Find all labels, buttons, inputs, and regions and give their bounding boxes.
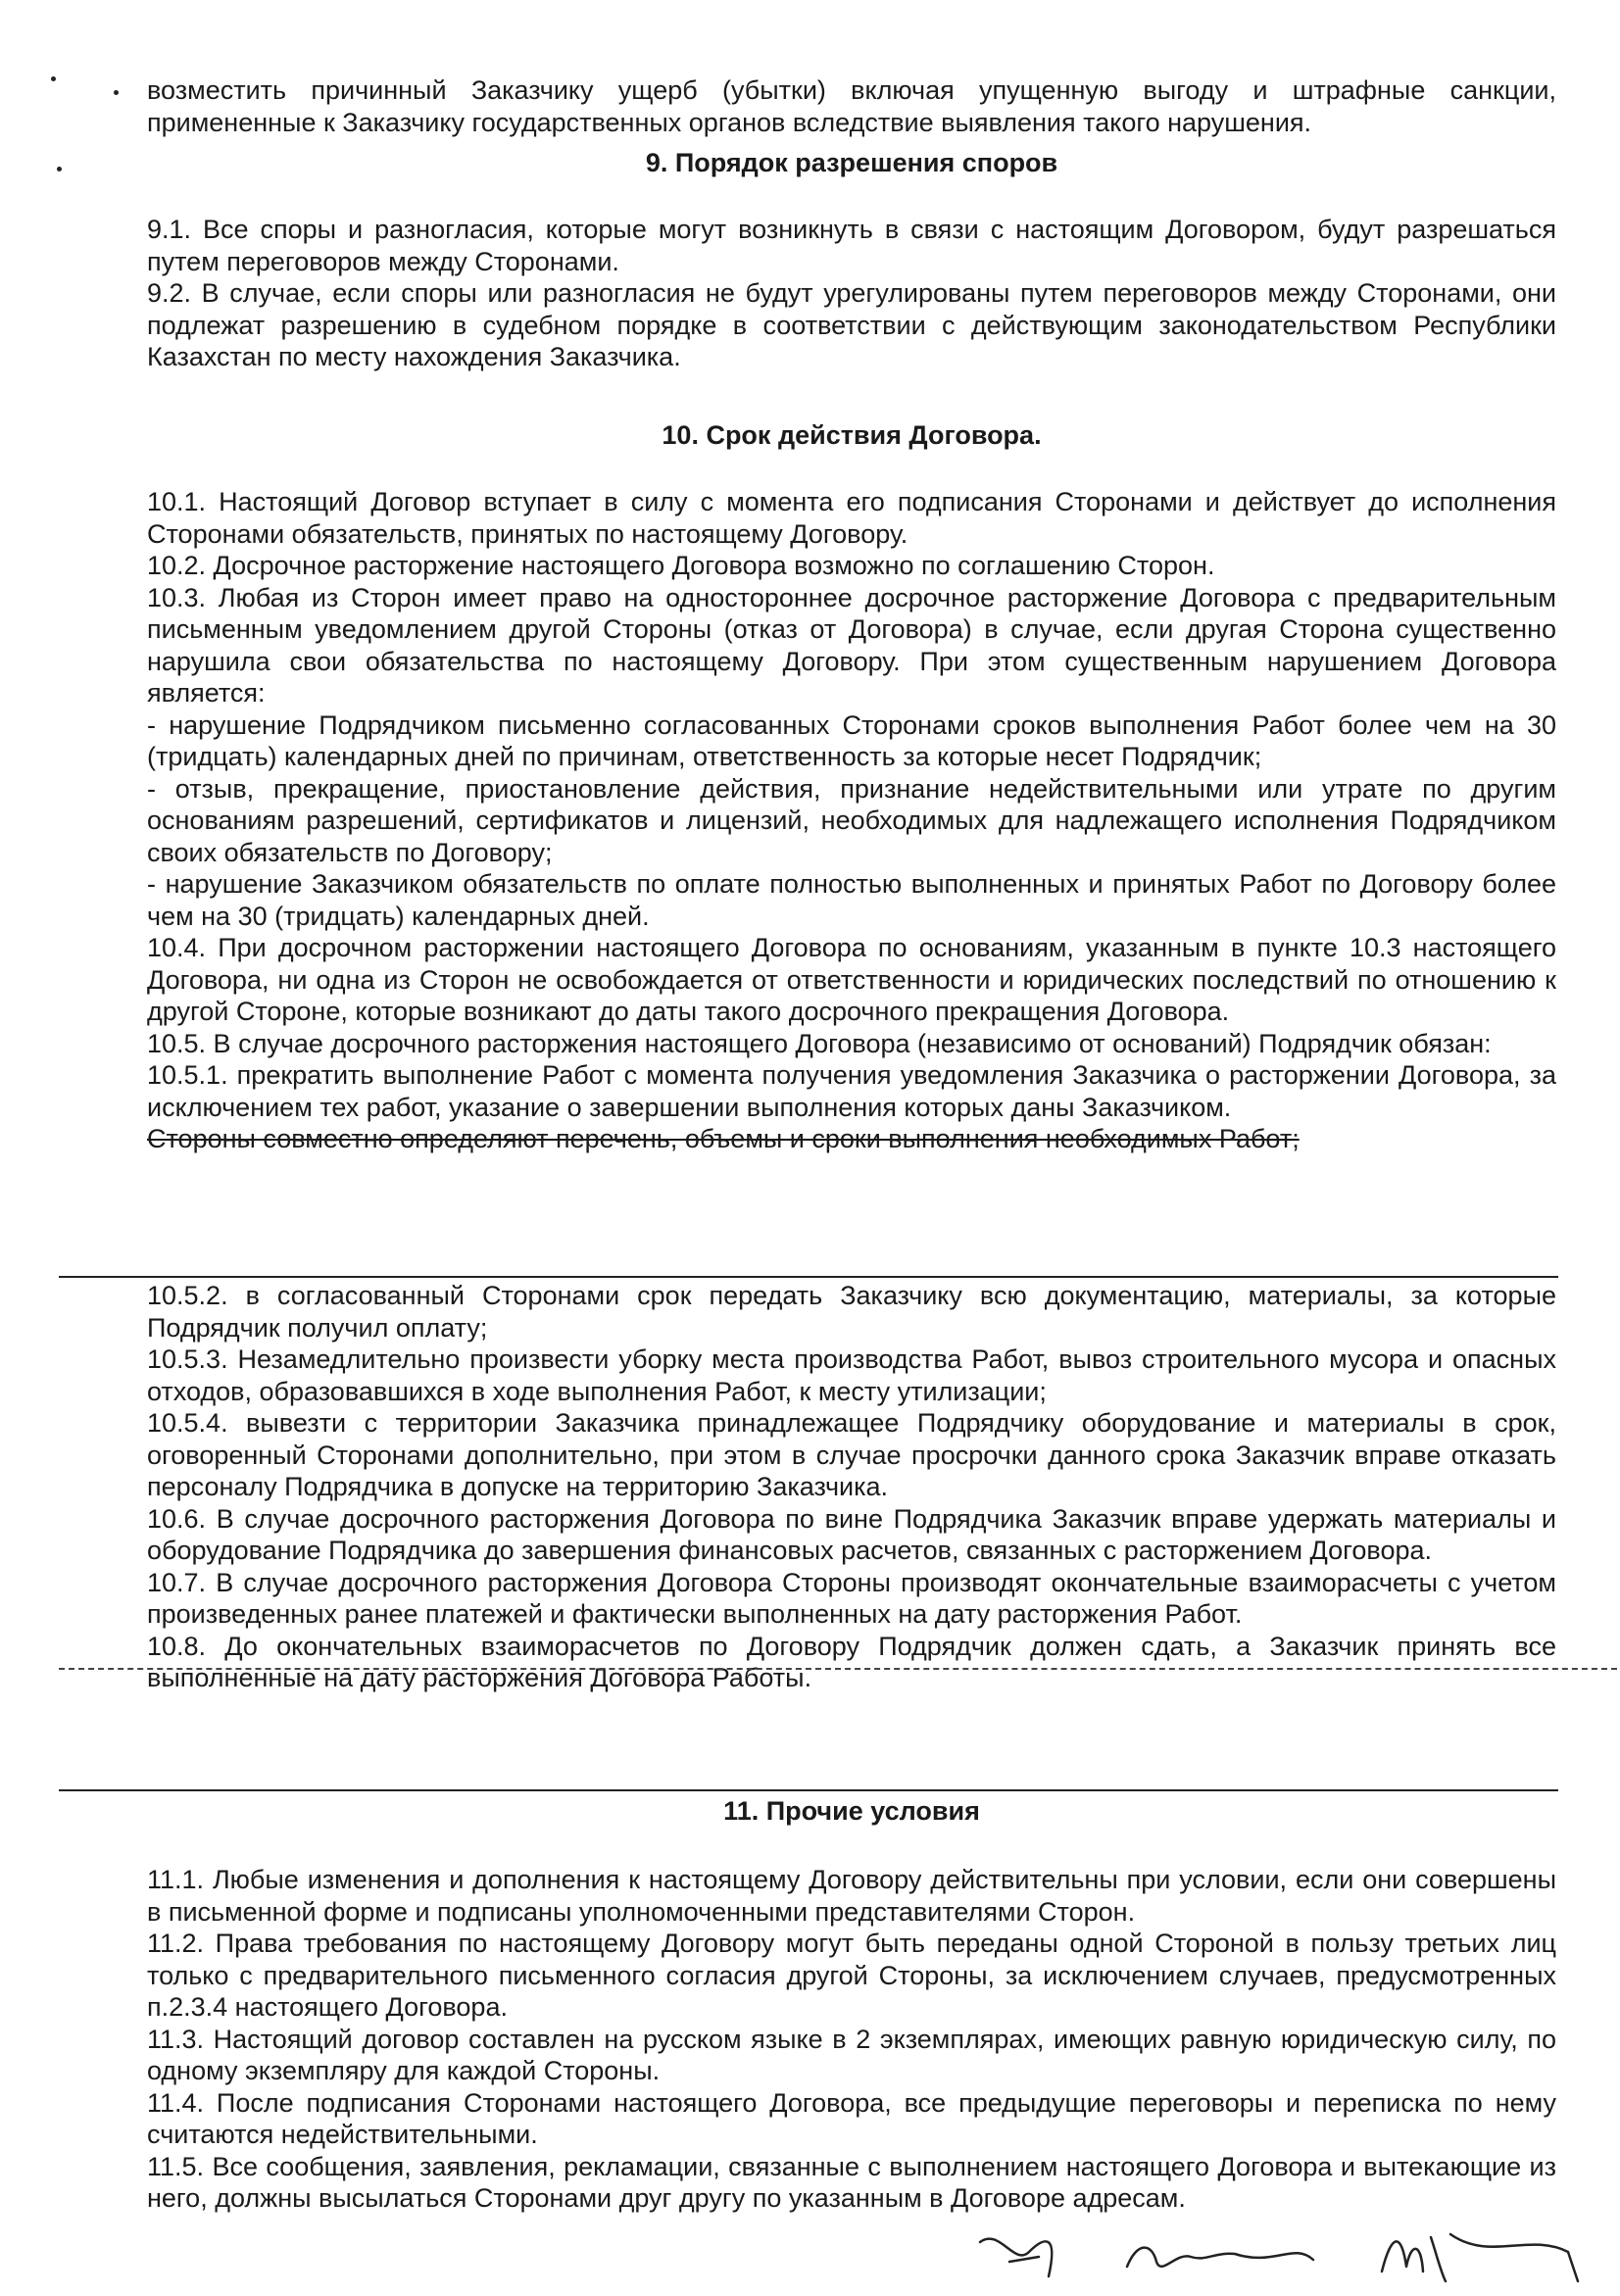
clause-10-5-3: 10.5.3. Незамедлительно произвести уборку места производства Работ, вывоз строительного мусора и опасных отходов, образовавшихся в ходе выполнения Работ, к месту утилизации; bbox=[147, 1344, 1556, 1406]
clause-11-4: 11.4. После подписания Сторонами настоящего Договора, все предыдущие переговоры и переписка по нему считаются недействительными. bbox=[147, 2087, 1556, 2149]
section-9-body bbox=[147, 214, 1556, 373]
clause-10-2: 10.2. Досрочное расторжение настоящего Договора возможно по соглашению Сторон. bbox=[147, 551, 1215, 580]
section-10-body-part1 bbox=[147, 486, 1556, 1155]
intro-paragraph-block bbox=[147, 74, 1556, 138]
clause-10-1: 10.1. Настоящий Договор вступает в силу с момента его подписания Сторонами и действует до исполнения Сторонами обязательств, принятых по настоящему Договору. bbox=[147, 487, 1556, 549]
clause-10-5: 10.5. В случае досрочного расторжения настоящего Договора (независимо от оснований) Подрядчик обязан: bbox=[147, 1028, 1492, 1058]
struck-line: Стороны совместно определяют перечень, объемы и сроки выполнения необходимых Работ; bbox=[147, 1124, 1300, 1153]
clause-11-2: 11.2. Права требования по настоящему Договору могут быть переданы одной Стороной в пользу третьих лиц только с предварительного письменного согласия другой Стороны, за исключением случаев, предусмотренных п.2.3.4 настоящего Договора. bbox=[147, 1929, 1556, 2022]
clause-9-2: 9.2. В случае, если споры или разногласия не будут урегулированы путем переговоров между Сторонами, они подлежат разрешению в судебном порядке в соответствии с действующим законодательством Республики Казахстан по месту нахождения Заказчика. bbox=[147, 278, 1556, 371]
clause-11-1: 11.1. Любые изменения и дополнения к настоящему Договору действительны при условии, если они совершены в письменной форме и подписаны уполномоченными представителями Сторон. bbox=[147, 1865, 1556, 1927]
signatures-area bbox=[941, 2223, 1607, 2291]
intro-paragraph: возместить причинный Заказчику ущерб (убытки) включая упущенную выгоду и штрафные санкции, примененные к Заказчику государственных органов вследствие выявления такого нарушения. bbox=[147, 75, 1556, 137]
signature-3 bbox=[1382, 2234, 1578, 2281]
clause-10-5-2: 10.5.2. в согласованный Сторонами срок передать Заказчику всю документацию, материалы, за которые Подрядчик получил оплату; bbox=[147, 1281, 1556, 1343]
scan-speck bbox=[114, 90, 119, 95]
signature-2 bbox=[1127, 2248, 1313, 2267]
clause-10-3-item-1: - нарушение Подрядчиком письменно согласованных Сторонами сроков выполнения Работ более чем на 30 (тридцать) календарных дней по причинам, ответственность за которые несет Подрядчик; bbox=[147, 709, 1556, 771]
clause-11-5: 11.5. Все сообщения, заявления, рекламации, связанные с выполнением настоящего Договора и вытекающие из него, должны высылаться Сторонами друг другу по указанным в Договоре адресам. bbox=[147, 2151, 1556, 2213]
clause-10-5-4: 10.5.4. вывезти с территории Заказчика принадлежащее Подрядчику оборудование и материалы в срок, оговоренный Сторонами дополнительно, при этом в случае просрочки данного срока Заказчик вправе отказать персоналу Подрядчика в допуске на территорию Заказчика. bbox=[147, 1408, 1556, 1501]
scan-speck bbox=[51, 76, 56, 81]
clause-10-7: 10.7. В случае досрочного расторжения Договора Стороны производят окончательные взаиморасчеты с учетом произведенных ранее платежей и фактически выполненных на дату расторжения Работ. bbox=[147, 1567, 1556, 1629]
section-10-title: 10. Срок действия Договора. bbox=[662, 420, 1042, 450]
section-11-title: 11. Прочие условия bbox=[723, 1796, 980, 1826]
clause-11-3: 11.3. Настоящий договор составлен на русском языке в 2 экземплярах, имеющих равную юридическую силу, по одному экземпляру для каждой Стороны. bbox=[147, 2024, 1556, 2085]
section-11-body bbox=[147, 1864, 1556, 2215]
horizontal-rule bbox=[59, 1276, 1558, 1278]
section-10-body-part2 bbox=[147, 1280, 1556, 1694]
clause-10-3: 10.3. Любая из Сторон имеет право на одностороннее досрочное расторжение Договора с предварительным письменным уведомлением другой Стороны (отказ от Договора) в случае, если другая Сторона существенно нарушила свои обязательства по настоящему Договору. При этом существенным нарушением Договора является: bbox=[147, 582, 1556, 708]
clause-10-3-item-2: - отзыв, прекращение, приостановление действия, признание недействительными или утрате по другим основаниям разрешений, сертификатов и лицензий, необходимых для надлежащего исполнения Подрядчиком своих обязательств по Договору; bbox=[147, 773, 1556, 867]
clause-10-6: 10.6. В случае досрочного расторжения Договора по вине Подрядчика Заказчик вправе удержать материалы и оборудование Подрядчика до завершения финансовых расчетов, связанных с расторжением Договора. bbox=[147, 1503, 1556, 1565]
clause-10-4: 10.4. При досрочном расторжении настоящего Договора по основаниям, указанным в пункте 10.3 настоящего Договора, ни одна из Сторон не освобождается от ответственности и юридических последствий по отношению к другой Стороне, которые возникают до даты такого досрочного прекращения Договора. bbox=[147, 933, 1556, 1026]
signatures-drawing bbox=[941, 2223, 1607, 2291]
horizontal-rule bbox=[59, 1789, 1558, 1791]
scan-speck bbox=[57, 167, 62, 171]
dashed-rule bbox=[59, 1668, 1617, 1670]
clause-10-8: 10.8. До окончательных взаиморасчетов по Договору Подрядчик должен сдать, а Заказчик принять все выполненные на дату расторжения Договора Работы. bbox=[147, 1631, 1556, 1692]
clause-10-3-item-3: - нарушение Заказчиком обязательств по оплате полностью выполненных и принятых Работ по Договору более чем на 30 (тридцать) календарных дней. bbox=[147, 869, 1556, 931]
clause-10-5-1: 10.5.1. прекратить выполнение Работ с момента получения уведомления Заказчика о расторжении Договора, за исключением тех работ, указание о завершении выполнения которых даны Заказчиком. bbox=[147, 1060, 1556, 1122]
clause-9-1: 9.1. Все споры и разногласия, которые могут возникнуть в связи с настоящим Договором, будут разрешаться путем переговоров между Сторонами. bbox=[147, 215, 1556, 276]
section-9-title: 9. Порядок разрешения споров bbox=[645, 148, 1058, 177]
signature-1 bbox=[980, 2239, 1052, 2276]
